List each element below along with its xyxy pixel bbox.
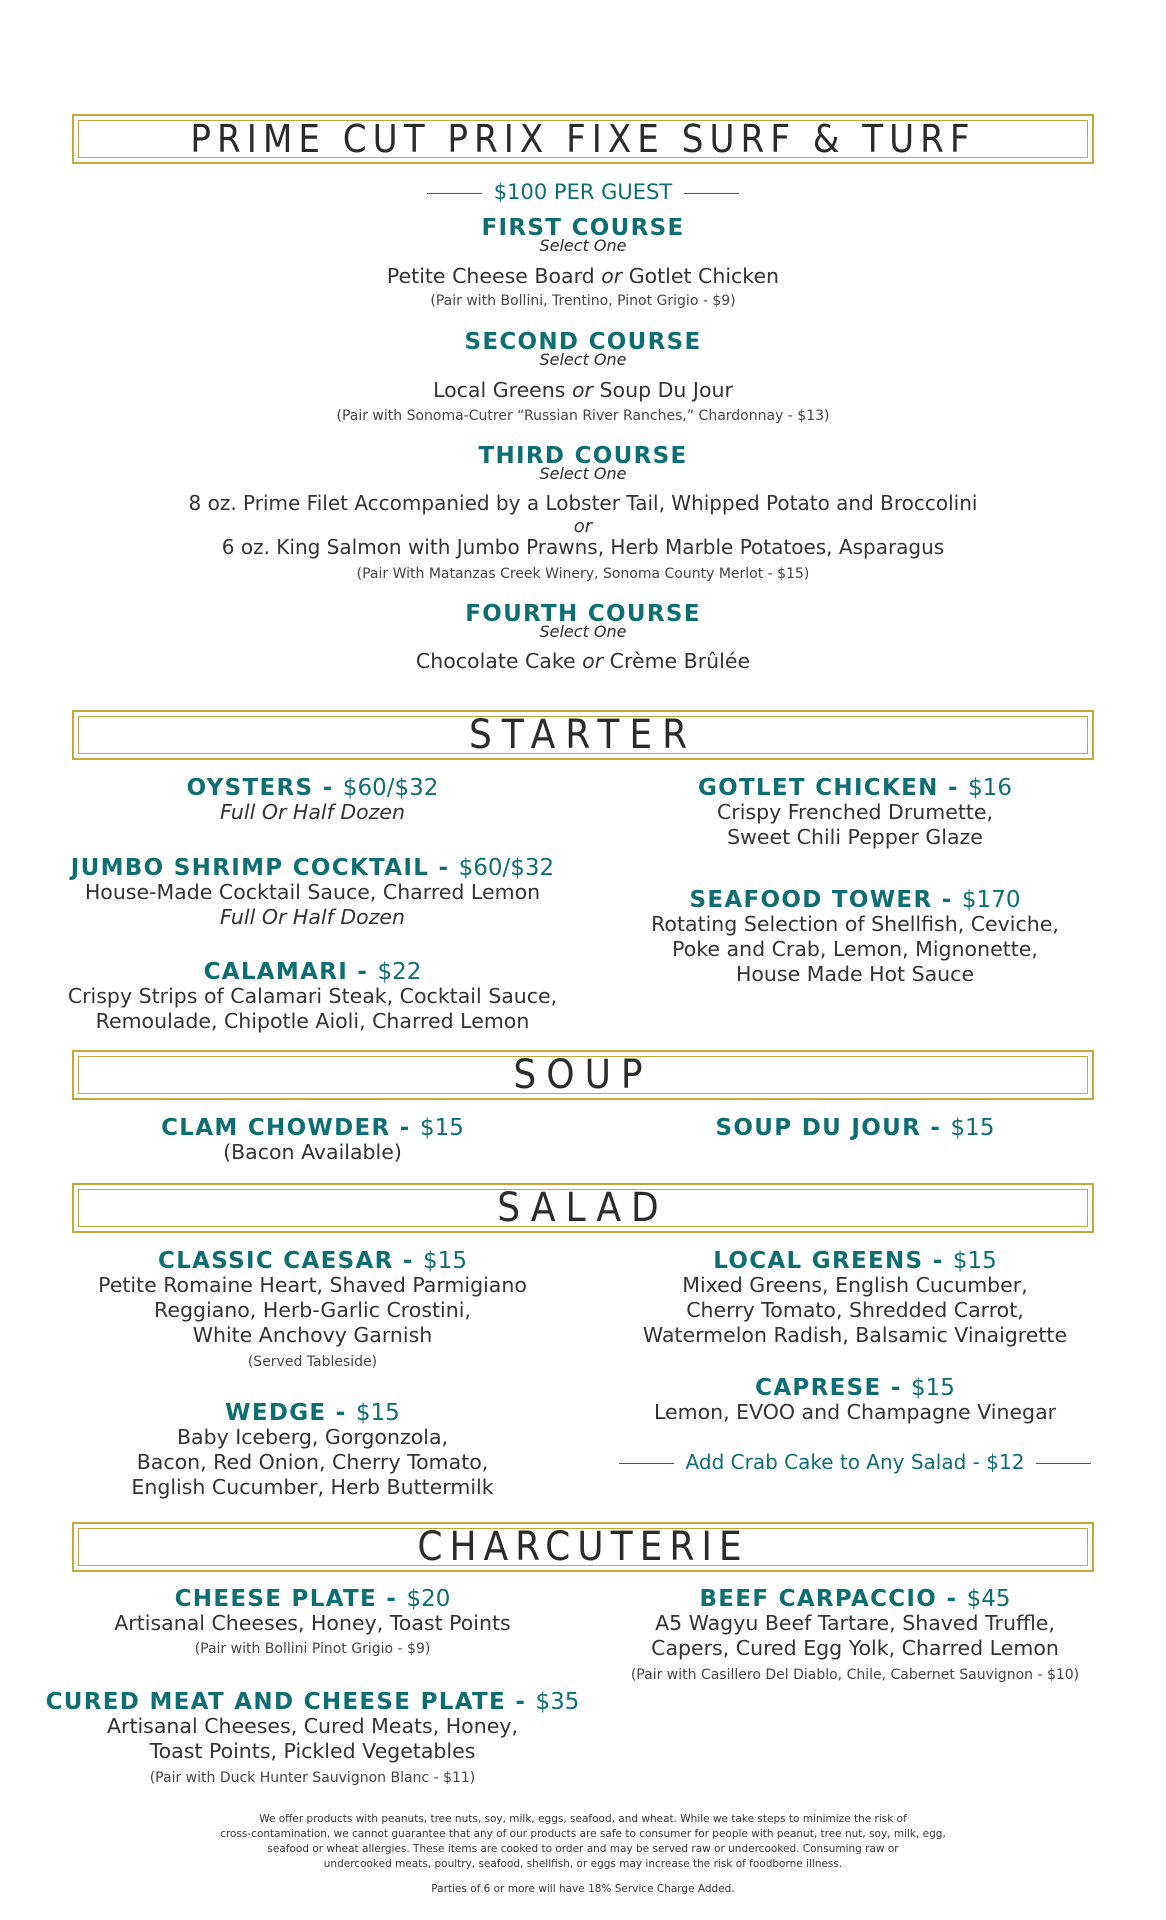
allergen-disclaimer <box>0 1812 1166 1872</box>
divider-line <box>684 193 739 194</box>
prix-fixe-price-row <box>0 180 1166 204</box>
soup-du-jour-price: $15 <box>950 1115 995 1141</box>
second-course-title: SECOND COURSE <box>464 329 702 355</box>
seafood-tower-desc-2: Poke and Crab, Lemon, Mignonette, <box>672 937 1038 961</box>
prix-fixe-banner <box>72 114 1094 164</box>
charcuterie-banner-title: CHARCUTERIE <box>417 1524 749 1570</box>
local-greens-name: LOCAL GREENS - <box>713 1248 953 1274</box>
local-greens-price: $15 <box>952 1248 997 1274</box>
cured-meat-pairing: (Pair with Duck Hunter Sauvignon Blanc - $11) <box>149 1770 476 1786</box>
soup-du-jour-title <box>590 1115 1120 1141</box>
cheese-plate-desc: Artisanal Cheeses, Honey, Toast Points <box>114 1611 511 1635</box>
first-course-options <box>0 264 1166 289</box>
salad-banner <box>72 1183 1094 1233</box>
charcuterie-banner <box>72 1522 1094 1572</box>
or-text: or <box>572 378 593 402</box>
disclaimer-line-1: We offer products with peanuts, tree nuts, soy, milk, eggs, seafood, and wheat. While we take steps to minimize the risk of <box>259 1813 907 1825</box>
caesar-desc-3: White Anchovy Garnish <box>192 1323 433 1347</box>
shrimp-name: JUMBO SHRIMP COCKTAIL - <box>70 855 459 881</box>
third-course-option-a: 8 oz. Prime Filet Accompanied by a Lobster Tail, Whipped Potato and Broccolini <box>188 491 978 515</box>
third-course-title: THIRD COURSE <box>478 443 688 469</box>
third-course-pairing: (Pair With Matanzas Creek Winery, Sonoma County Merlot - $15) <box>356 566 810 582</box>
clam-chowder-note: (Bacon Available) <box>223 1140 402 1164</box>
local-greens-title <box>590 1248 1120 1274</box>
calamari-price: $22 <box>377 959 422 985</box>
caesar-price: $15 <box>423 1248 467 1274</box>
beef-carpaccio-desc-2: Capers, Cured Egg Yolk, Charred Lemon <box>651 1636 1059 1660</box>
local-greens-desc-2: Cherry Tomato, Shredded Carrot, <box>686 1298 1024 1322</box>
wedge-desc-1: Baby Iceberg, Gorgonzola, <box>176 1425 449 1449</box>
gotlet-chicken-name: GOTLET CHICKEN - <box>697 775 969 801</box>
oysters-title <box>40 775 585 801</box>
caprese-price: $15 <box>910 1375 955 1401</box>
oysters-note: Full Or Half Dozen <box>219 800 406 824</box>
or-text: or <box>573 516 593 537</box>
cured-meat-title <box>40 1689 585 1715</box>
wedge-desc-2: Bacon, Red Onion, Cherry Tomato, <box>136 1450 489 1474</box>
wedge-name: WEDGE - <box>225 1400 356 1426</box>
disclaimer-line-2: cross-contamination, we cannot guarantee that any of our products are safe to consumer for people with peanut, tree nut, soy, milk, egg, <box>220 1828 946 1840</box>
second-course-options <box>0 378 1166 403</box>
seafood-tower-title <box>590 887 1120 913</box>
first-course-pairing: (Pair with Bollini, Trentino, Pinot Grigio - $9) <box>430 293 736 309</box>
beef-carpaccio-pairing: (Pair with Casillero Del Diablo, Chile, Cabernet Sauvignon - $10) <box>630 1667 1080 1683</box>
divider-line <box>1036 1463 1091 1464</box>
fourth-course-option-a: Chocolate Cake <box>415 649 576 673</box>
fourth-course-title: FOURTH COURSE <box>465 601 701 627</box>
fourth-course-option-b: Crème Brûlée <box>609 649 751 673</box>
crab-cake-addon: Add Crab Cake to Any Salad - $12 <box>685 1450 1025 1474</box>
second-course-option-a: Local Greens <box>433 378 566 402</box>
starter-banner-title: STARTER <box>468 712 698 758</box>
or-text: or <box>582 649 604 673</box>
caesar-title <box>40 1248 585 1274</box>
calamari-desc-1: Crispy Strips of Calamari Steak, Cocktail Sauce, <box>67 984 558 1008</box>
shrimp-title <box>40 855 585 881</box>
service-charge-note: Parties of 6 or more will have 18% Service Charge Added. <box>431 1883 735 1895</box>
clam-chowder-price: $15 <box>419 1115 464 1141</box>
gotlet-chicken-desc-1: Crispy Frenched Drumette, <box>716 800 994 824</box>
or-text: or <box>601 264 623 288</box>
caprese-title <box>590 1375 1120 1401</box>
caesar-name: CLASSIC CAESAR - <box>158 1248 424 1274</box>
second-course-option-b: Soup Du Jour <box>599 378 733 402</box>
cheese-plate-pairing: (Pair with Bollini Pinot Grigio - $9) <box>194 1641 431 1657</box>
first-course-select: Select One <box>539 236 627 255</box>
fourth-course-options <box>0 649 1166 674</box>
disclaimer-line-3: seafood or wheat allergies. These items are cooked to order and may be served raw or undercooked. Consuming raw or <box>267 1843 899 1855</box>
seafood-tower-price: $170 <box>961 887 1021 913</box>
oysters-name: OYSTERS - <box>186 775 343 801</box>
wedge-price: $15 <box>355 1400 400 1426</box>
divider-line <box>619 1463 674 1464</box>
third-course-select: Select One <box>539 464 627 483</box>
cheese-plate-title <box>40 1586 585 1612</box>
shrimp-note: Full Or Half Dozen <box>219 905 406 929</box>
clam-chowder-title <box>40 1115 585 1141</box>
crab-cake-row <box>590 1450 1120 1474</box>
prix-fixe-banner-title: PRIME CUT PRIX FIXE SURF & TURF <box>190 117 976 161</box>
beef-carpaccio-price: $45 <box>966 1586 1011 1612</box>
divider-line <box>427 193 482 194</box>
calamari-title <box>40 959 585 985</box>
clam-chowder-name: CLAM CHOWDER - <box>161 1115 420 1141</box>
first-course-option-a: Petite Cheese Board <box>386 264 595 288</box>
shrimp-desc: House-Made Cocktail Sauce, Charred Lemon <box>84 880 541 904</box>
soup-banner <box>72 1050 1094 1100</box>
wedge-desc-3: English Cucumber, Herb Buttermilk <box>131 1475 494 1499</box>
soup-du-jour-name: SOUP DU JOUR - <box>715 1115 951 1141</box>
caesar-desc-1: Petite Romaine Heart, Shaved Parmigiano <box>98 1273 527 1297</box>
cured-meat-desc-1: Artisanal Cheeses, Cured Meats, Honey, <box>107 1714 518 1738</box>
second-course-pairing: (Pair with Sonoma-Cutrer “Russian River Ranches,” Chardonnay - $13) <box>336 408 830 424</box>
cured-meat-desc-2: Toast Points, Pickled Vegetables <box>149 1739 476 1763</box>
gotlet-chicken-price: $16 <box>968 775 1013 801</box>
second-course-select: Select One <box>539 350 627 369</box>
disclaimer-line-4: undercooked meats, poultry, seafood, shellfish, or eggs may increase the risk of foodborne illness. <box>323 1858 843 1870</box>
seafood-tower-desc-3: House Made Hot Sauce <box>735 962 975 986</box>
gotlet-chicken-title <box>590 775 1120 801</box>
prix-fixe-price: $100 PER GUEST <box>493 180 673 204</box>
soup-banner-title: SOUP <box>513 1052 653 1098</box>
fourth-course-select: Select One <box>539 622 627 641</box>
starter-banner <box>72 710 1094 760</box>
beef-carpaccio-name: BEEF CARPACCIO - <box>699 1586 967 1612</box>
first-course-option-b: Gotlet Chicken <box>628 264 780 288</box>
cheese-plate-name: CHEESE PLATE - <box>174 1586 407 1612</box>
caprese-desc: Lemon, EVOO and Champagne Vinegar <box>653 1400 1057 1424</box>
local-greens-desc-1: Mixed Greens, English Cucumber, <box>682 1273 1028 1297</box>
gotlet-chicken-desc-2: Sweet Chili Pepper Glaze <box>727 825 983 849</box>
salad-banner-title: SALAD <box>497 1185 669 1231</box>
local-greens-desc-3: Watermelon Radish, Balsamic Vinaigrette <box>642 1323 1068 1347</box>
caprese-name: CAPRESE - <box>755 1375 911 1401</box>
first-course-title: FIRST COURSE <box>481 215 685 241</box>
caesar-desc-2: Reggiano, Herb-Garlic Crostini, <box>154 1298 471 1322</box>
cheese-plate-price: $20 <box>406 1586 451 1612</box>
beef-carpaccio-title <box>590 1586 1120 1612</box>
seafood-tower-name: SEAFOOD TOWER - <box>689 887 962 913</box>
seafood-tower-desc-1: Rotating Selection of Shellfish, Ceviche, <box>651 912 1059 936</box>
beef-carpaccio-desc-1: A5 Wagyu Beef Tartare, Shaved Truffle, <box>655 1611 1055 1635</box>
cured-meat-name: CURED MEAT AND CHEESE PLATE - <box>45 1689 536 1715</box>
calamari-name: CALAMARI - <box>203 959 378 985</box>
wedge-title <box>40 1400 585 1426</box>
third-course-option-b: 6 oz. King Salmon with Jumbo Prawns, Herb Marble Potatoes, Asparagus <box>221 535 945 559</box>
calamari-desc-2: Remoulade, Chipotle Aioli, Charred Lemon <box>95 1009 530 1033</box>
oysters-price: $60/$32 <box>342 775 439 801</box>
caesar-note: (Served Tableside) <box>247 1354 378 1370</box>
cured-meat-price: $35 <box>535 1689 580 1715</box>
shrimp-price: $60/$32 <box>458 855 555 881</box>
